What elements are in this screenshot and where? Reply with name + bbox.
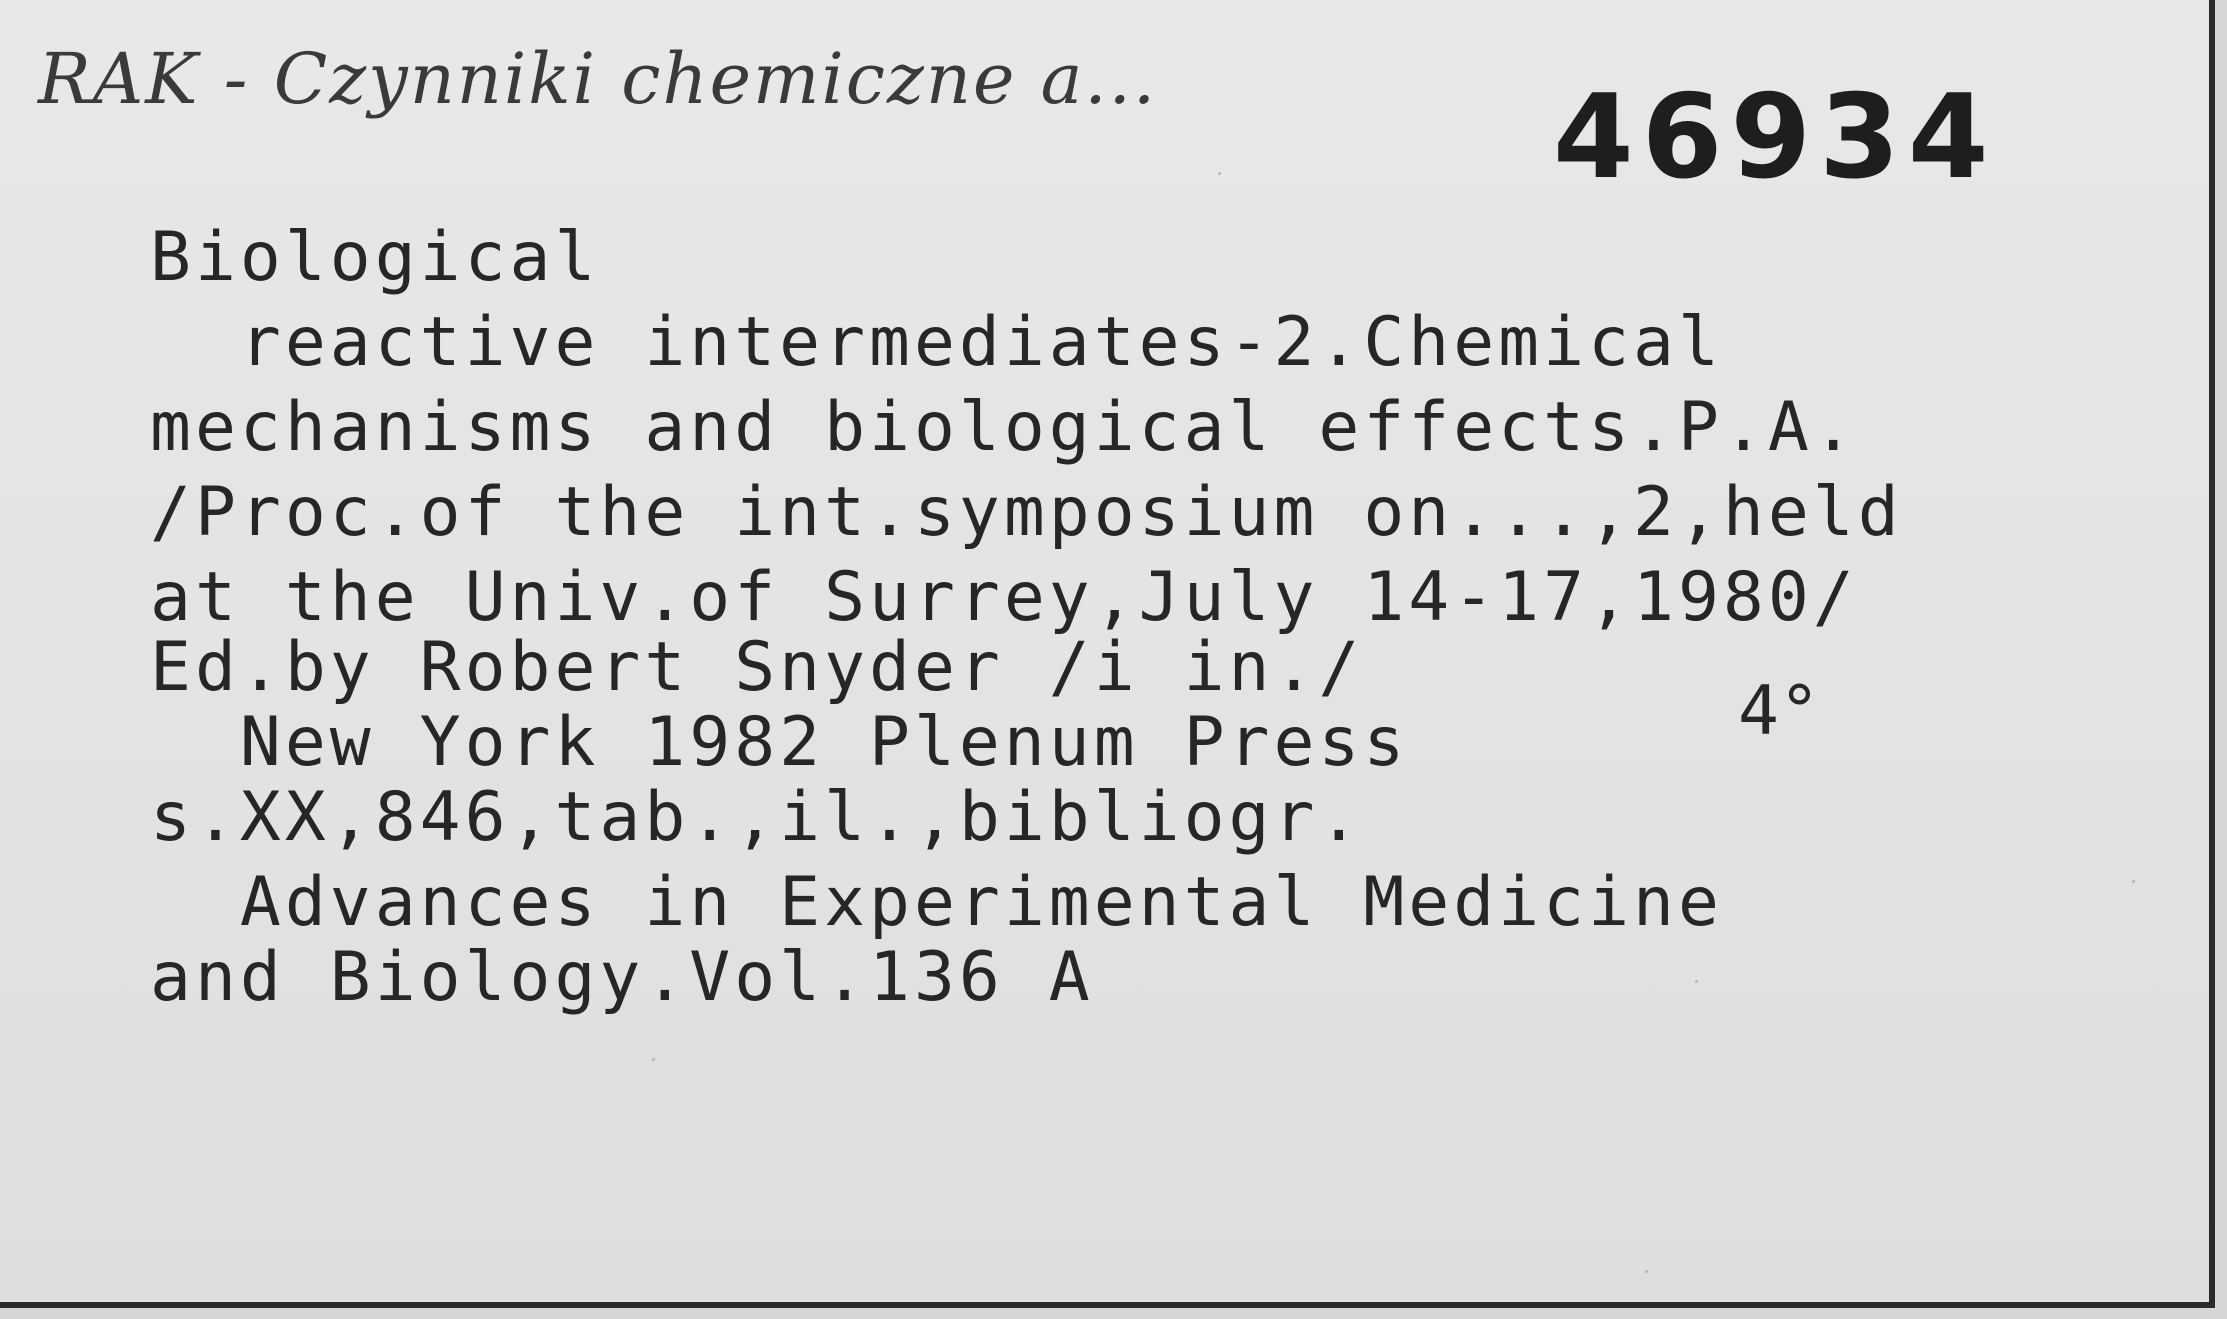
entry-line-3: mechanisms and biological effects.P.A. <box>150 388 1858 467</box>
entry-line-4: /Proc.of the int.symposium on...,2,held <box>150 473 1903 552</box>
entry-line-5: at the Univ.of Surrey,July 14-17,1980/ <box>150 558 1858 637</box>
entry-line-7: New York 1982 Plenum Press <box>150 703 1409 782</box>
subject-heading: RAK - Czynniki chemiczne a... <box>38 38 1158 120</box>
format-mark: 4° <box>1738 672 1820 751</box>
speck <box>1695 980 1698 983</box>
entry-line-1: Biological <box>150 218 600 297</box>
entry-line-10: and Biology.Vol.136 A <box>150 938 1094 1017</box>
speck <box>1645 1270 1648 1273</box>
speck <box>652 1058 655 1061</box>
entry-line-2: reactive intermediates-2.Chemical <box>150 303 1723 382</box>
catalog-number: 46934 <box>1553 70 1997 205</box>
entry-line-6: Ed.by Robert Snyder /i in./ <box>150 628 1364 707</box>
speck <box>2132 880 2135 883</box>
entry-line-8: s.XX,846,tab.,il.,bibliogr. <box>150 778 1364 857</box>
entry-line-9: Advances in Experimental Medicine <box>150 863 1723 942</box>
speck <box>1218 172 1221 175</box>
